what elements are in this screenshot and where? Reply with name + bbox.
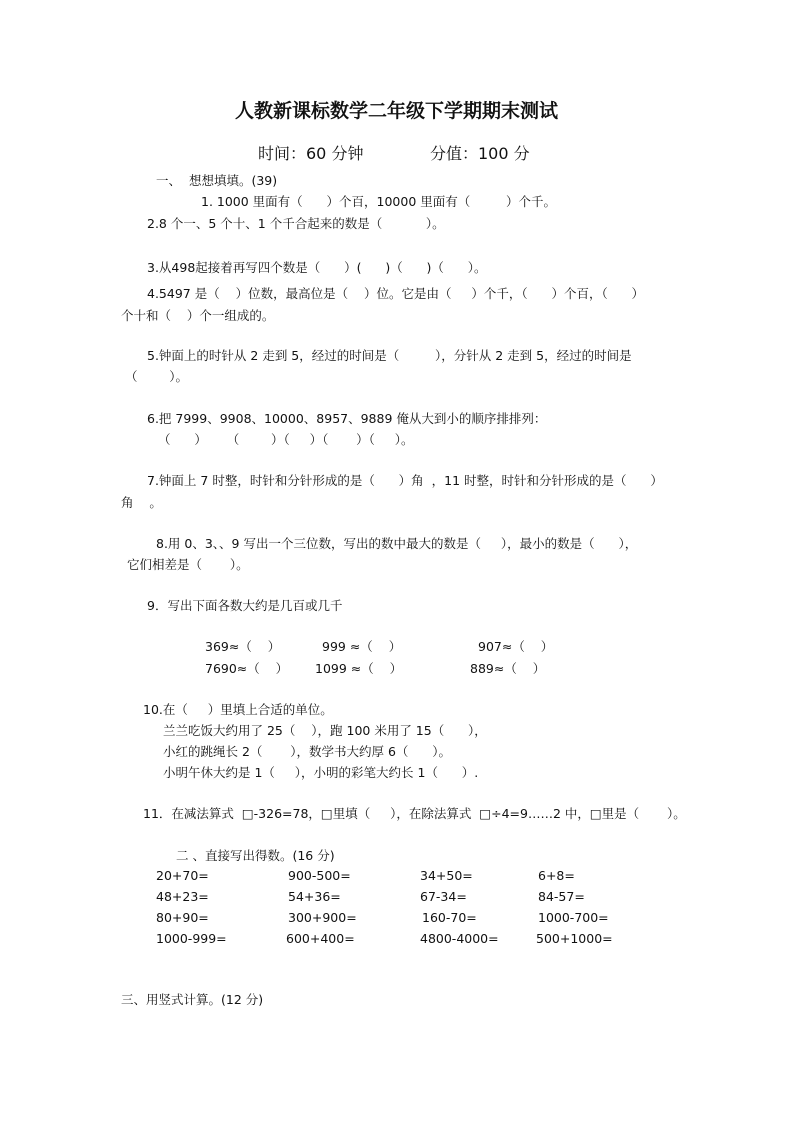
arithmetic-item: 300+900=	[288, 910, 357, 925]
exam-score: 分值：100 分	[430, 144, 530, 163]
estimate-item: 907≈（ ）	[478, 639, 554, 654]
arithmetic-item: 600+400=	[286, 931, 355, 946]
question-3: 3.从498起接着再写四个数是（ ）( )（ )（ ）。	[147, 260, 487, 275]
question-10: 10.在（ ）里填上合适的单位。	[143, 702, 333, 717]
question-10-line: 兰兰吃饭大约用了 25（ ），跑 100 米用了 15（ ），	[163, 723, 487, 738]
section-3-heading: 三、用竖式计算。(12 分)	[121, 992, 264, 1007]
arithmetic-item: 1000-999=	[156, 931, 227, 946]
arithmetic-item: 34+50=	[420, 868, 473, 883]
question-9: 9．写出下面各数大约是几百或几千	[147, 598, 343, 613]
question-6-line-2: （ ） （ ）（ ）（ ）（ ）。	[158, 432, 414, 447]
arithmetic-item: 160-70=	[422, 910, 477, 925]
arithmetic-item: 20+70=	[156, 868, 209, 883]
page-title: 人教新课标数学二年级下学期期末测试	[234, 100, 558, 122]
question-7-line-1: 7.钟面上 7 时整，时针和分针形成的是（ ）角 ，11 时整，时针和分针形成的是（ ）	[147, 473, 663, 488]
arithmetic-item: 1000-700=	[538, 910, 609, 925]
estimate-item: 369≈（ ）	[205, 639, 281, 654]
arithmetic-item: 80+90=	[156, 910, 209, 925]
arithmetic-item: 54+36=	[288, 889, 341, 904]
arithmetic-item: 84-57=	[538, 889, 585, 904]
question-2: 2.8 个一、5 个十、1 个千合起来的数是（ ）。	[147, 216, 445, 231]
arithmetic-item: 6+8=	[538, 868, 575, 883]
question-4-line-1: 4.5497 是（ ）位数，最高位是（ ）位。它是由（ ）个千，（ ）个百，（ ）	[147, 286, 645, 301]
estimate-item: 999 ≈（ ）	[322, 639, 402, 654]
estimate-item: 1099 ≈（ ）	[315, 661, 403, 676]
question-8-line-2: 它们相差是（ ）。	[127, 557, 249, 572]
arithmetic-item: 900-500=	[288, 868, 351, 883]
section-1-heading: 一、 想想填填。(39)	[156, 173, 278, 188]
arithmetic-item: 67-34=	[420, 889, 467, 904]
question-7-line-2: 角 。	[121, 495, 162, 510]
question-8-line-1: 8.用 0、3、、9 写出一个三位数，写出的数中最大的数是（ ），最小的数是（ ），	[156, 536, 638, 551]
arithmetic-item: 4800-4000=	[420, 931, 499, 946]
question-1: 1. 1000 里面有（ ）个百，10000 里面有（ ）个千。	[201, 194, 557, 209]
question-6-line-1: 6.把 7999、9908、10000、8957、9889 俺从大到小的顺序排排列：	[147, 411, 547, 426]
question-4-line-2: 个十和（ ）个一组成的。	[121, 308, 275, 323]
question-11: 11．在减法算式 □-326=78，□里填（ ），在除法算式 □÷4=9……2 中，□里是（ ）。	[143, 806, 686, 821]
arithmetic-item: 500+1000=	[536, 931, 613, 946]
question-10-line: 小红的跳绳长 2（ ），数学书大约厚 6（ ）。	[163, 744, 452, 759]
exam-time: 时间：60 分钟	[258, 144, 364, 163]
estimate-item: 7690≈（ ）	[205, 661, 289, 676]
question-5-line-2: （ ）。	[125, 369, 189, 384]
section-2-heading: 二 、直接写出得数。(16 分)	[176, 848, 335, 863]
question-5-line-1: 5.钟面上的时针从 2 走到 5，经过的时间是（ ），分针从 2 走到 5，经过的时间是	[147, 348, 632, 363]
arithmetic-item: 48+23=	[156, 889, 209, 904]
question-10-line: 小明午休大约是 1（ ），小明的彩笔大约长 1（ ）.	[163, 765, 479, 780]
estimate-item: 889≈（ ）	[470, 661, 546, 676]
